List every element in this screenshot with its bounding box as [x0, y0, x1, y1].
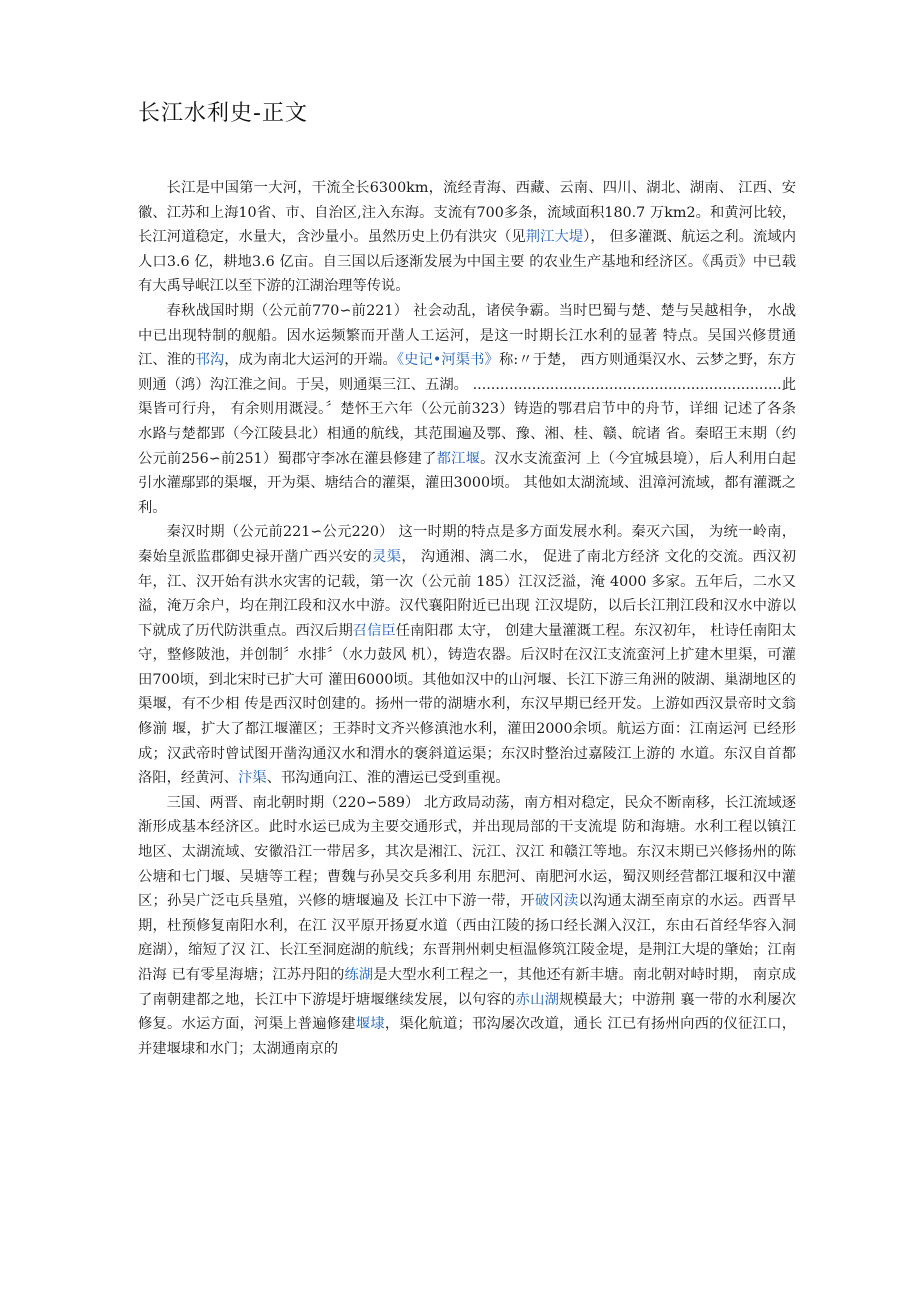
paragraph-text: ，成为南北大运河的开端。 — [224, 352, 397, 369]
inline-link[interactable]: 堰埭 — [355, 1016, 385, 1033]
paragraph-text: 长江是中国第一大河，干流全长6300km，流经青海、西藏、云南、四川、湖北、湖南、 江西、安徽、江苏和上海10省、市、自治区,注入东海。支流有700多条，流域面积180.7 万km2。和黄河比较，长江河道稳定，水量大，含沙量小。虽然历史上仍有洪灾（见 — [138, 180, 796, 246]
paragraph-text: ，渠化航道；邗沟屡次改道，通长 江已有扬州向西的仪征江口，并建堰埭和水门；太湖通南京的 — [138, 1016, 797, 1057]
paragraph-text: 以沟通太湖至南京的水运。西晋早期，杜预修复南阳水利，在江 汉平原开扬夏水道（西由江陵的扬口经长渊入汉江，东由石首经华容入洞庭湖），缩短了汉 江、长江至洞庭湖的航线；东晋荆州刺史桓温修筑江陵金堤，是荆江大堤的肇始；江南沿海 已有零星海塘；江苏丹阳的 — [138, 893, 797, 983]
paragraph-text: 是大型水利工程之一，其他还有新丰塘。南北朝对峙时期， 南京成了南朝建都之地，长江中下游堤圩塘堰继续发展，以句容的 — [138, 967, 797, 1008]
inline-link[interactable]: 《史记•河渠书》 — [396, 352, 499, 369]
document-body — [138, 176, 796, 1061]
paragraph-text: ）， 但多灌溉、航运之利。流域内人口3.6 亿，耕地3.6 亿亩。自三国以后逐渐发展为中国主要 的农业生产基地和经济区。《禹贡》中已载有大禹导岷江以至下游的江湖治理等传说。 — [138, 229, 797, 295]
paragraph-text: 。汉水支流蛮河 上（今宜城县境），后人利用白起引水灌鄢郢的渠堰，开为渠、塘结合的灌渠，灌田3000顷。 其他如太湖流域、沮漳河流域，都有灌溉之利。 — [138, 450, 797, 516]
paragraph — [138, 299, 796, 520]
paragraph-text: 春秋战国时期（公元前770∽前221） 社会动乱，诸侯争霸。当时巴蜀与楚、楚与吴越相争， 水战中已出现特制的舰船。因水运频繁而开凿人工运河，是这一时期长江水利的显著 特点。吴国兴修贯通江、淮的 — [138, 302, 796, 369]
inline-link[interactable]: 破冈渎 — [534, 893, 579, 910]
inline-link[interactable]: 荆江大堤 — [525, 229, 584, 246]
paragraph-text: 规模最大；中游荆 襄一带的水利屡次修复。水运方面，河渠上普遍修建 — [138, 991, 797, 1033]
inline-link[interactable]: 练湖 — [344, 967, 374, 983]
paragraph-text: ， 沟通湘、漓二水， 促进了南北方经济 文化的交流。西汉初年，江、汉开始有洪水灾害的记载，第一次（公元前 185）江汉泛溢，淹 4000 多家。五年后，二水又溢，淹万余户，均在荆江段和汉水中游。汉代襄阳附近已出现 江汉堤防，以后长江荆江段和汉水中游以下就成了历代防洪重点。西汉后期 — [138, 548, 797, 639]
paragraph — [138, 176, 796, 299]
paragraph-text: 秦汉时期（公元前221∽公元220） 这一时期的特点是多方面发展水利。秦灭六国， 为统一岭南，秦始皇派监郡御史禄开凿广西兴安的 — [138, 524, 796, 565]
inline-link[interactable]: 都江堰 — [436, 450, 481, 467]
paragraph — [138, 520, 796, 791]
inline-link[interactable]: 邗沟 — [195, 352, 225, 369]
paragraph — [138, 791, 796, 1062]
inline-link[interactable]: 灵渠 — [372, 548, 402, 565]
paragraph-text: 、邗沟通向江、淮的漕运已受到重视。 — [266, 770, 510, 787]
inline-link[interactable]: 赤山湖 — [515, 991, 560, 1008]
inline-link[interactable]: 召信臣 — [352, 622, 396, 639]
paragraph-text: 三国、两晋、南北朝时期（220∽589） 北方政局动荡，南方相对稳定，民众不断南移，长江流域逐渐形成基本经济区。此时水运已成为主要交通形式，并出现局部的干支流堤 防和海塘。水利工程以镇江地区、太湖流域、安徽沿江一带居多，其次是湘江、沅江、汉江 和赣江等地。东汉末期已兴修扬州的陈公塘和七门堰、吴塘等工程；曹魏与孙吴交兵多利用 东肥河、南肥河水运，蜀汉则经营都江堰和汉中灌区；孙吴广泛屯兵垦殖，兴修的塘堰遍及 长江中下游一带，开 — [138, 794, 796, 910]
paragraph-text: 任南阳郡 太守， 创建大量灌溉工程。东汉初年， 杜诗任南阳太守，整修陂池，并创制〞水排〞（水力鼓风 机），铸造农器。后汉时在汉江支流蛮河上扩建木里渠，可灌田700顷，到北宋时已扩大可 灌田6000顷。其他如汉中的山河堰、长江下游三角洲的陂湖、巢湖地区的渠堰，有不少相 传是西汉时创建的。扬州一带的湖塘水利，东汉早期已经开发。上游如西汉景帝时文翁修湔 堰，扩大了都江堰灌区；王莽时文齐兴修滇池水利，灌田2000余顷。航运方面：江南运河 已经形成；汉武帝时曾试图开凿沟通汉水和渭水的褒斜道运渠；东汉时整治过嘉陵江上游的 水道。东汉自首都洛阳，经黄河、 — [138, 622, 797, 787]
inline-link[interactable]: 汴渠 — [238, 770, 267, 787]
paragraph-text: 称:〃于楚， 西方则通渠汉水、云梦之野，东方则通（鸿）沟江淮之间。于吴，则通渠三江、五湖。 ....................................................................此渠皆可行舟， 有余则用溉浸。〞楚怀王六年（公元前323）铸造的鄂君启节中的舟节，详细 记述了各条水路与楚都郢（今江陵县北）相通的航线，其范围遍及鄂、豫、湘、桂、赣、皖诸 省。秦昭王末期（约公元前256∽前251）蜀郡守李冰在灌县修建了 — [138, 352, 797, 467]
document-title: 长江水利史-正文 — [138, 101, 308, 126]
